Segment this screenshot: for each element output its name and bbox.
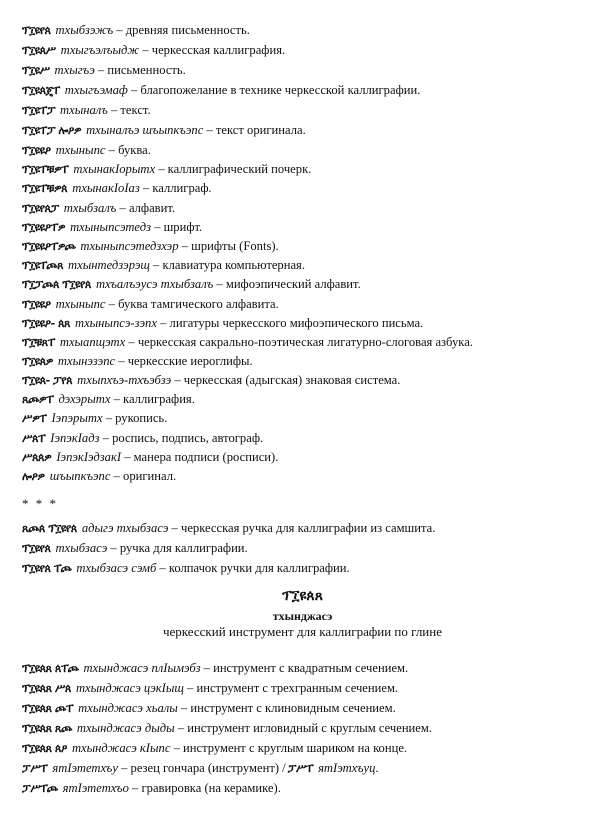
term: тхынджасэ хьалы	[78, 701, 178, 715]
glossary-line	[22, 238, 597, 255]
glyph-word: ፕ፲ዩየጰ	[22, 542, 51, 555]
glossary-line	[22, 102, 597, 119]
glossary-line	[22, 122, 597, 139]
definition: – каллиграфический почерк.	[155, 162, 312, 176]
glyph-word: ፕ፲ዩፐቹዎጰ	[22, 182, 68, 195]
glyph-word: ጸጮዎፐ	[22, 393, 54, 406]
glyph-word: ፕ፲ዩዩዖ	[22, 298, 51, 311]
term: тхынджасэ плIымэбз	[83, 661, 201, 675]
glyph-word: ፕ፲ዩጰ- ፓየጰ	[22, 374, 73, 387]
glossary-line	[22, 62, 597, 79]
definition: – черкесская каллиграфия.	[139, 43, 286, 57]
term: тхыныпс	[55, 143, 106, 157]
glyph-word: ፕ፲ዩዩዖፐዎጮ	[22, 240, 76, 253]
term: тхыбзэжъ	[55, 23, 114, 37]
glyph-word: ሥጰፐ	[22, 432, 46, 445]
glossary-line	[22, 200, 597, 217]
section-heading: тхынджасэ	[272, 609, 333, 623]
term: тхыапщэтх	[59, 335, 126, 349]
tool-line	[22, 660, 597, 677]
definition: – инструмент с клиновидным сечением.	[177, 701, 396, 715]
tool-line	[22, 780, 597, 797]
glyph-word: ፕ፲ዩጰጸ ጰዖ	[22, 742, 67, 755]
definition: – древняя письменность.	[113, 23, 250, 37]
glyph-word: ፕ፲ዩጰዎ	[22, 355, 53, 368]
term: дэхэрытх	[58, 392, 111, 406]
glyph-word: ፓሥፐ	[287, 762, 314, 775]
definition: – шрифты (Fonts).	[178, 239, 279, 253]
glyph-word: ሥጰጰዎ	[22, 451, 52, 464]
glyph-word: ፕ፲ዩጰሥ	[22, 44, 56, 57]
definition: – текст оригинала.	[203, 123, 306, 137]
definition: – письменность.	[94, 63, 186, 77]
glyph-word: ፕ፲ዩሥ	[22, 64, 50, 77]
glyph-word: ፕ፲ዩጰጸ ጰፐጮ	[22, 662, 79, 675]
term: ятIэтетхъу	[52, 761, 118, 775]
glyph-word: ፕ፲ዩዩዖፐዎ	[22, 221, 66, 234]
term: Iэпэрытх	[51, 411, 103, 425]
term: тхыбзасэ	[55, 541, 108, 555]
glyph-word: ፓሥፐጮ	[22, 782, 58, 795]
glossary-line	[22, 372, 597, 389]
term: IэпэкIадз	[50, 431, 100, 445]
glossary-line	[22, 161, 597, 178]
tool-line	[22, 680, 597, 697]
definition: .	[375, 761, 379, 775]
pen-line	[22, 520, 597, 537]
tool-line	[22, 700, 597, 717]
term: тхыгъэ	[54, 63, 95, 77]
glyph-word: ፕ፲ዩየጰፓ	[22, 202, 59, 215]
glyph-word: ፕ፲ዩየጰ	[22, 24, 51, 37]
definition: – инструмент с круглым шариком на конце.	[170, 741, 408, 755]
term: тхынакIорытх	[73, 162, 156, 176]
glyph-word: ፕ፲ዩጰጸ ሥጰ	[22, 682, 71, 695]
definition: – инструмент с трехгранным сечением.	[183, 681, 399, 695]
glossary-line	[22, 391, 597, 408]
definition: – роспись, подпись, автограф.	[99, 431, 264, 445]
definition: – черкесская ручка для каллиграфии из самшита.	[168, 521, 436, 535]
definition: – текст.	[107, 103, 151, 117]
definition: – рукопись.	[102, 411, 168, 425]
glossary-line	[22, 142, 597, 159]
term: тхыгъэмаф	[64, 83, 128, 97]
definition: – мифоэпический алфавит.	[213, 277, 361, 291]
term: тхынтедзэрэщ	[68, 258, 150, 272]
glossary-line	[22, 82, 597, 99]
term: тхыналъэ шъыпкъэпс	[86, 123, 204, 137]
definition: – черкесская сакрально-поэтическая лигатурно-слоговая азбука.	[125, 335, 473, 349]
definition: – колпачок ручки для каллиграфии.	[156, 561, 350, 575]
definition: – буква.	[105, 143, 151, 157]
glossary-line	[22, 353, 597, 370]
tool-line	[22, 740, 597, 757]
pen-line	[22, 560, 597, 577]
glyph-word: ፕ፲ዩፐቹዎፐ	[22, 163, 69, 176]
term: шъыпкъэпс	[49, 469, 111, 483]
glyph-word: ፕ፲ዩጰጸ ጮፐ	[22, 702, 74, 715]
glossary-line	[22, 449, 597, 466]
glossary-line	[22, 257, 597, 274]
term: тхыбзасэ сэмб	[76, 561, 157, 575]
glossary-line	[22, 410, 597, 427]
term: тхъалъэусэ тхыбзалъ	[95, 277, 214, 291]
term: тхыбзалъ	[63, 201, 117, 215]
glossary-line	[22, 22, 597, 39]
definition: – манера подписи (росписи).	[121, 450, 279, 464]
definition: – благопожелание в технике черкесской каллиграфии.	[127, 83, 421, 97]
definition: – каллиграфия.	[110, 392, 195, 406]
glyph-word: ሎዖዎ	[22, 470, 45, 483]
definition: – резец гончара (инструмент) /	[117, 761, 286, 775]
glyph-word: ፕ፲ዩጰጸ ጸጮ	[22, 722, 72, 735]
glyph-word: ፕ፲ፓጮጰ ፕ፲ዩየጰ	[22, 278, 91, 291]
glyph-word: ፓሥፐ	[22, 762, 48, 775]
term: тхынджасэ цэкIыщ	[75, 681, 184, 695]
glyph-word: ፕ፲ዩፐጮጸ	[22, 259, 64, 272]
glossary-line	[22, 468, 597, 485]
term: тхыныпсэ-зэпх	[74, 316, 157, 330]
glyph-word: ፕ፲ዩየጰ ፐጮ	[22, 562, 72, 575]
glyph-word: ፕ፲ዩጰጄፐ	[22, 84, 60, 97]
tool-line	[22, 720, 597, 737]
glyph-word: ፕ፲ዩዩዖ	[22, 144, 51, 157]
definition: – клавиатура компьютерная.	[149, 258, 306, 272]
term: тхыныпс	[55, 297, 106, 311]
term: тхыныпсэтедз	[70, 220, 151, 234]
glyph-word: ፕ፲ቹጸፐ	[22, 336, 55, 349]
glyph-word: ፕ፲ዩዩዖ- ጰጸ	[22, 317, 70, 330]
term: тхыгъэлъыдж	[60, 43, 140, 57]
term: ятIэтетхъо	[62, 781, 129, 795]
definition: – черкесские иероглифы.	[115, 354, 253, 368]
glossary-line	[22, 219, 597, 236]
glyph-word: ፕ፲ዩፐፓ	[22, 104, 56, 117]
definition: – гравировка (на керамике).	[128, 781, 281, 795]
definition: – черкесская (адыгская) знаковая система.	[171, 373, 401, 387]
term: адыгэ тхыбзасэ	[81, 521, 169, 535]
term: тхыпхъэ-тхъэбзэ	[77, 373, 172, 387]
definition: – буква тамгического алфавита.	[105, 297, 279, 311]
definition: – лигатуры черкесского мифоэпического письма.	[156, 316, 424, 330]
definition: – инструмент игловидный с круглым сечением.	[174, 721, 433, 735]
glyph-word: ፕ፲ዩፐፓ ሎዖዎ	[22, 124, 82, 137]
definition: – инструмент с квадратным сечением.	[200, 661, 409, 675]
term: тхыныпсэтедзхэр	[80, 239, 179, 253]
glyph-word: ሥዎፐ	[22, 412, 47, 425]
term: тхынджасэ дыды	[76, 721, 175, 735]
glossary-line	[22, 315, 597, 332]
term: IэпэкIэдзакI	[56, 450, 122, 464]
glossary-line	[22, 42, 597, 59]
glyph-word: ጸጮጰ ፕ፲ዩየጰ	[22, 522, 77, 535]
term: тхынджасэ кIыпс	[71, 741, 171, 755]
term: тхынэзэпс	[57, 354, 116, 368]
term: тхынакIоIаз	[72, 181, 140, 195]
section-description: черкесский инструмент для каллиграфии по глине	[163, 624, 442, 639]
glossary-line	[22, 296, 597, 313]
section-separator: * * *	[22, 496, 58, 511]
definition: – оригинал.	[110, 469, 177, 483]
definition: – шрифт.	[151, 220, 203, 234]
definition: – алфавит.	[116, 201, 176, 215]
glossary-line	[22, 430, 597, 447]
glossary-line	[22, 180, 597, 197]
definition: – каллиграф.	[139, 181, 212, 195]
term: ятIэтхъуц	[318, 761, 376, 775]
definition: – ручка для каллиграфии.	[107, 541, 248, 555]
pen-line	[22, 540, 597, 557]
tool-line	[22, 760, 597, 777]
section-glyph-heading: ፕ፲ዩጰጸ	[282, 588, 323, 604]
glossary-line	[22, 276, 597, 293]
glossary-line	[22, 334, 597, 351]
term: тхыналъ	[60, 103, 108, 117]
